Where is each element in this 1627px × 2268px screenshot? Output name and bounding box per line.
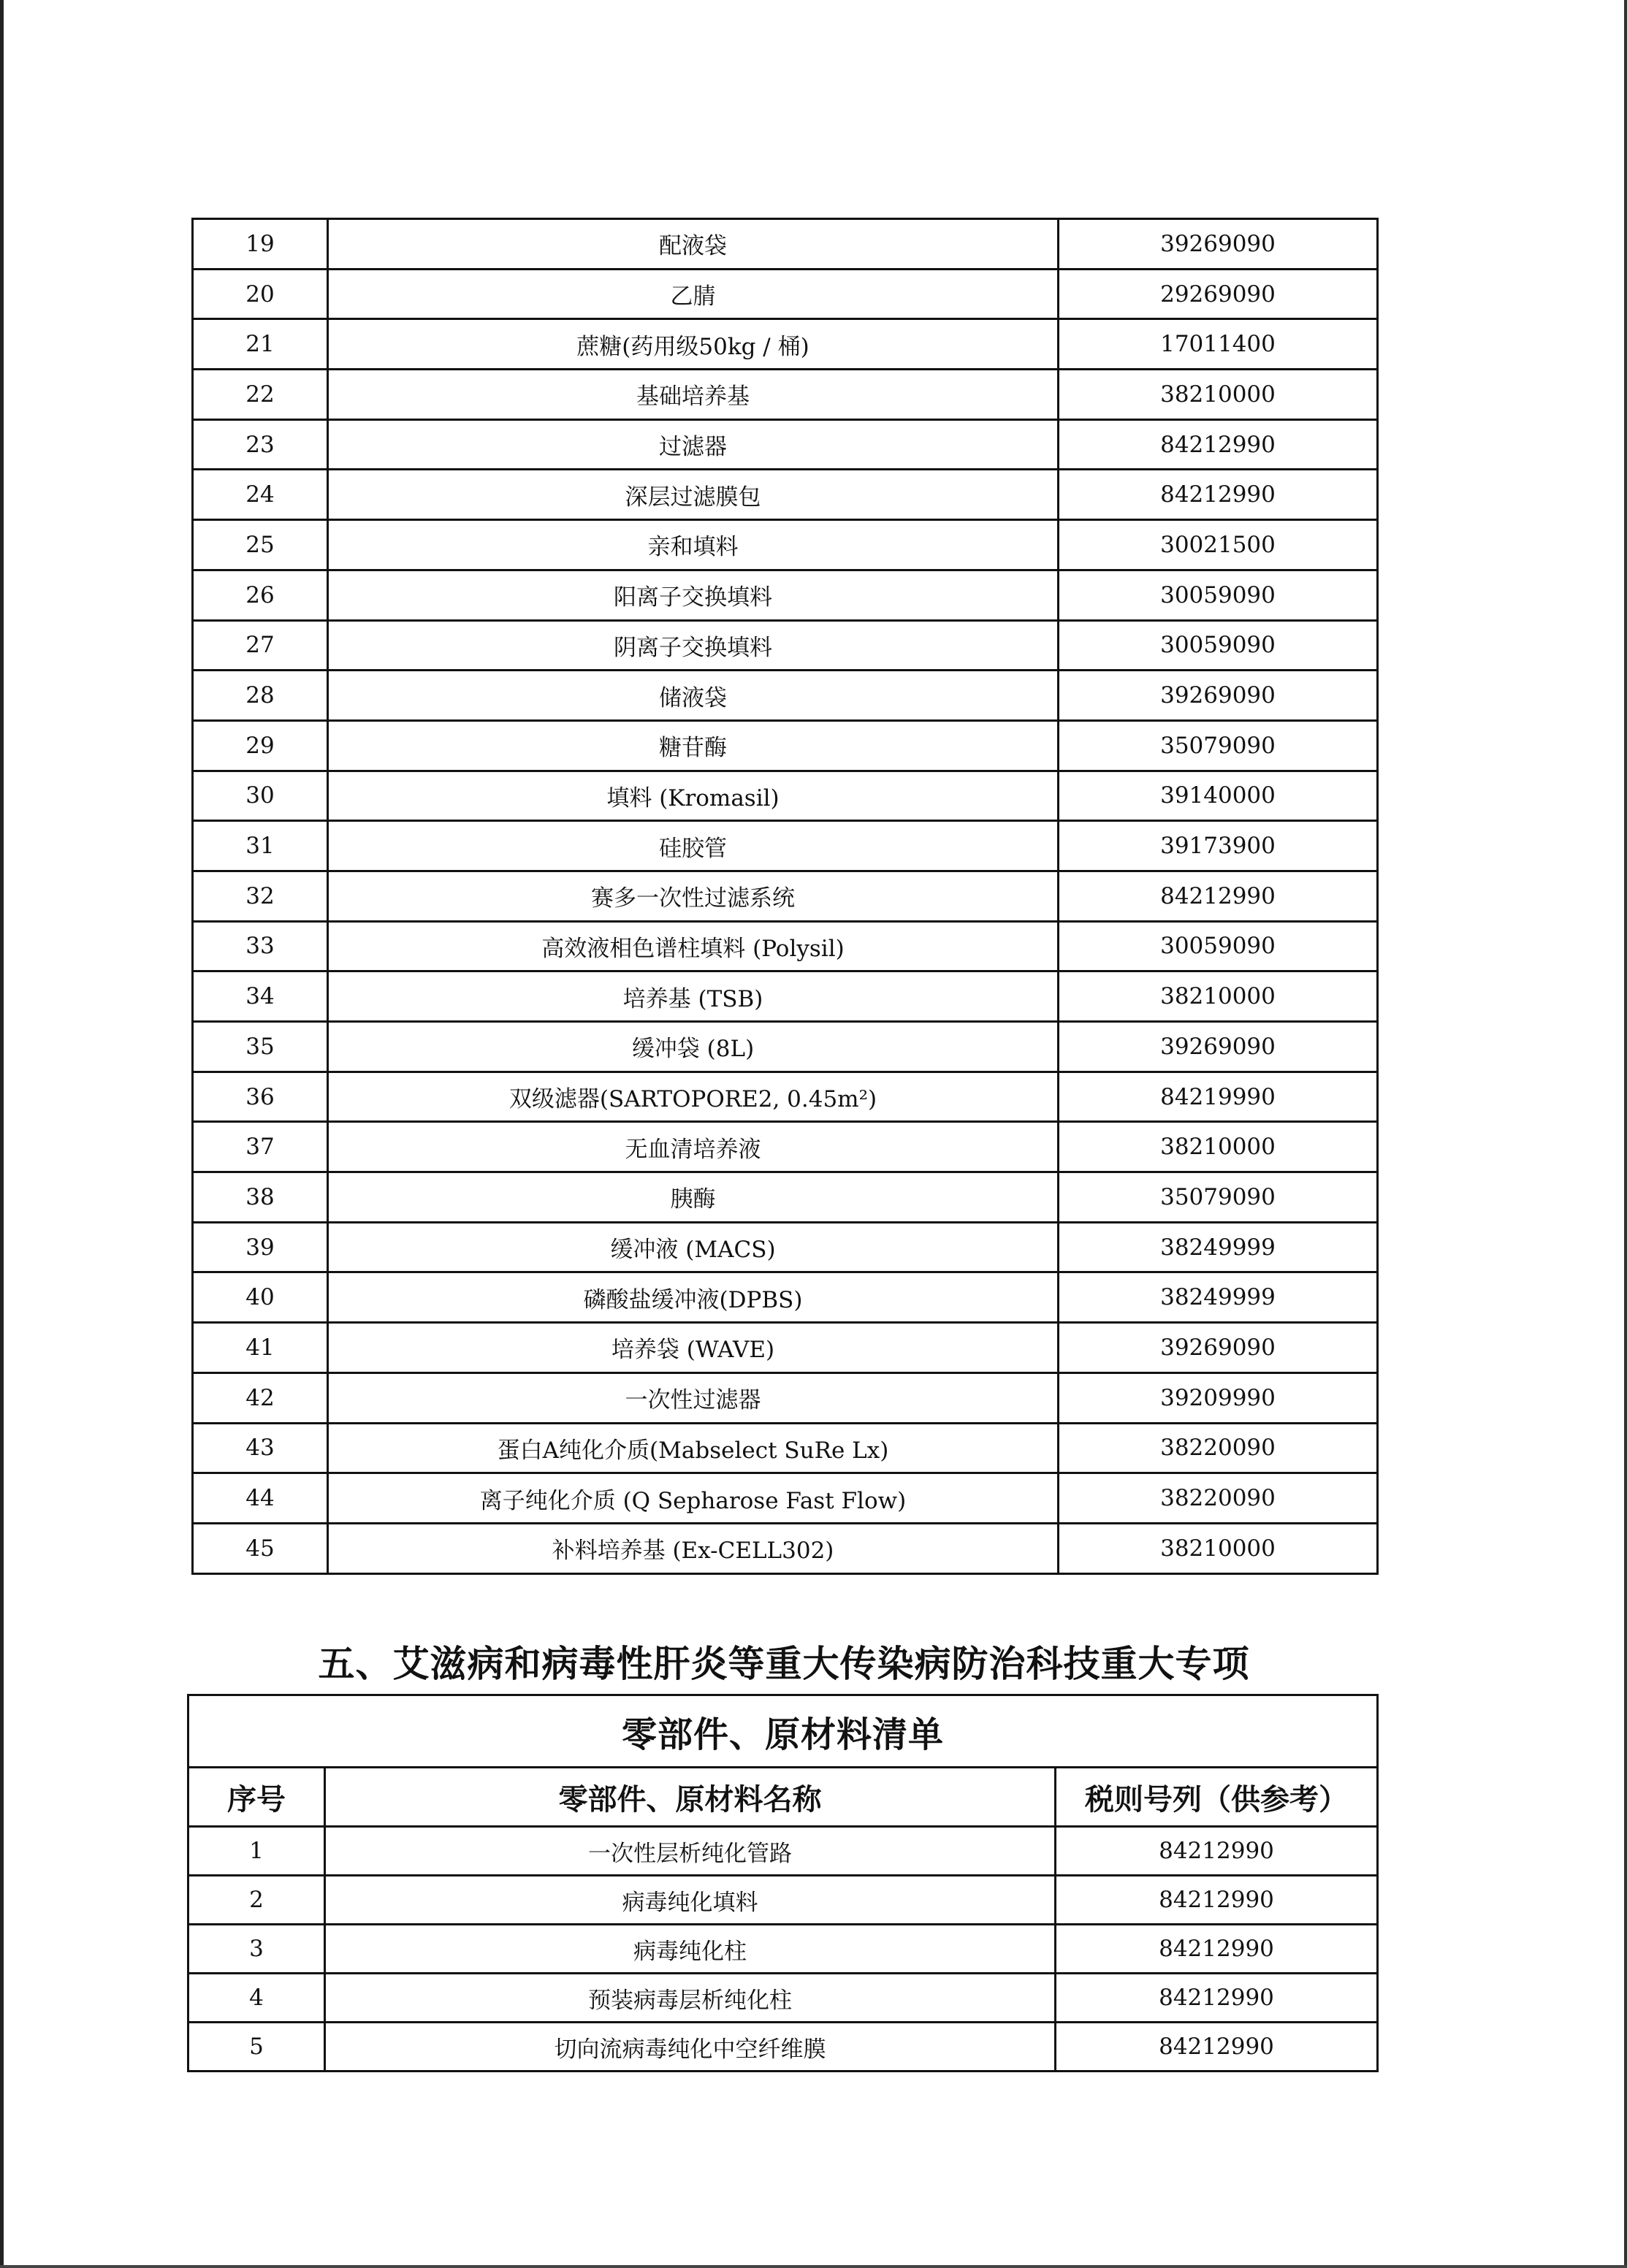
tariff-code-cell: 84212990 <box>1056 1876 1378 1925</box>
item-name-cell: 胰酶 <box>328 1172 1059 1223</box>
serial-no-cell: 24 <box>193 470 328 520</box>
table-row <box>193 269 1378 319</box>
serial-no-cell: 44 <box>193 1473 328 1524</box>
item-name-cell: 过滤器 <box>328 419 1059 470</box>
tariff-code-cell: 39140000 <box>1059 771 1378 821</box>
tariff-code-cell: 84212990 <box>1056 1827 1378 1876</box>
table-row <box>193 470 1378 520</box>
item-name-cell: 储液袋 <box>328 671 1059 721</box>
table-row <box>193 871 1378 921</box>
tariff-code-cell: 38210000 <box>1059 1122 1378 1172</box>
serial-no-cell: 23 <box>193 419 328 470</box>
table-row <box>193 1323 1378 1373</box>
item-name-cell: 赛多一次性过滤系统 <box>328 871 1059 921</box>
item-name-cell: 磷酸盐缓冲液(DPBS) <box>328 1272 1059 1323</box>
header-part-name: 零部件、原材料名称 <box>325 1768 1056 1827</box>
tariff-code-cell: 84212990 <box>1056 2023 1378 2072</box>
table-row <box>193 1272 1378 1323</box>
item-name-cell: 填料 (Kromasil) <box>328 771 1059 821</box>
table-row <box>188 1876 1378 1925</box>
tariff-code-cell: 38249999 <box>1059 1222 1378 1272</box>
table-row <box>193 671 1378 721</box>
table-row <box>193 1072 1378 1122</box>
tariff-code-cell: 39269090 <box>1059 219 1378 270</box>
serial-no-cell: 36 <box>193 1072 328 1122</box>
item-name-cell: 亲和填料 <box>328 520 1059 570</box>
tariff-code-cell: 39269090 <box>1059 1323 1378 1373</box>
tariff-code-cell: 38220090 <box>1059 1423 1378 1473</box>
tariff-code-cell: 38210000 <box>1059 370 1378 420</box>
table-header-row <box>188 1768 1378 1827</box>
serial-no-cell: 21 <box>193 319 328 370</box>
item-name-cell: 基础培养基 <box>328 370 1059 420</box>
item-name-cell: 培养袋 (WAVE) <box>328 1323 1059 1373</box>
table-row <box>188 2023 1378 2072</box>
tariff-code-cell: 30059090 <box>1059 620 1378 671</box>
table-caption: 零部件、原材料清单 <box>188 1695 1378 1768</box>
item-name-cell: 硅胶管 <box>328 821 1059 871</box>
tariff-code-cell: 84212990 <box>1059 470 1378 520</box>
item-name-cell: 深层过滤膜包 <box>328 470 1059 520</box>
table-row <box>193 520 1378 570</box>
serial-no-cell: 30 <box>193 771 328 821</box>
serial-no-cell: 4 <box>188 1974 325 2023</box>
tariff-code-cell: 84219990 <box>1059 1072 1378 1122</box>
serial-no-cell: 5 <box>188 2023 325 2072</box>
tariff-code-cell: 30021500 <box>1059 520 1378 570</box>
tariff-code-cell: 38210000 <box>1059 971 1378 1022</box>
header-tariff-code: 税则号列（供参考） <box>1056 1768 1378 1827</box>
item-name-cell: 双级滤器(SARTOPORE2, 0.45m²) <box>328 1072 1059 1122</box>
tariff-code-cell: 29269090 <box>1059 269 1378 319</box>
tariff-code-cell: 35079090 <box>1059 720 1378 771</box>
tariff-code-cell: 84212990 <box>1056 1974 1378 2023</box>
tariff-code-cell: 39269090 <box>1059 671 1378 721</box>
serial-no-cell: 34 <box>193 971 328 1022</box>
serial-no-cell: 28 <box>193 671 328 721</box>
tariff-code-cell: 84212990 <box>1059 871 1378 921</box>
serial-no-cell: 31 <box>193 821 328 871</box>
scan-edge-bottom <box>0 2265 1627 2268</box>
tariff-code-cell: 84212990 <box>1056 1925 1378 1974</box>
tariff-code-cell: 30059090 <box>1059 570 1378 620</box>
item-name-cell: 蛋白A纯化介质(Mabselect SuRe Lx) <box>328 1423 1059 1473</box>
header-serial-no: 序号 <box>188 1768 325 1827</box>
item-name-cell: 离子纯化介质 (Q Sepharose Fast Flow) <box>328 1473 1059 1524</box>
serial-no-cell: 42 <box>193 1372 328 1423</box>
item-name-cell: 配液袋 <box>328 219 1059 270</box>
item-name-cell: 切向流病毒纯化中空纤维膜 <box>325 2023 1056 2072</box>
tariff-code-cell: 38249999 <box>1059 1272 1378 1323</box>
item-name-cell: 预装病毒层析纯化柱 <box>325 1974 1056 2023</box>
item-name-cell: 培养基 (TSB) <box>328 971 1059 1022</box>
table-row <box>193 319 1378 370</box>
item-name-cell: 一次性过滤器 <box>328 1372 1059 1423</box>
table-row <box>193 1222 1378 1272</box>
table-caption-row <box>188 1695 1378 1768</box>
tariff-code-cell: 84212990 <box>1059 419 1378 470</box>
tariff-code-cell: 38220090 <box>1059 1473 1378 1524</box>
table-row <box>193 419 1378 470</box>
serial-no-cell: 2 <box>188 1876 325 1925</box>
item-name-cell: 无血清培养液 <box>328 1122 1059 1172</box>
table-row <box>193 720 1378 771</box>
serial-no-cell: 32 <box>193 871 328 921</box>
serial-no-cell: 43 <box>193 1423 328 1473</box>
tariff-code-cell: 38210000 <box>1059 1523 1378 1573</box>
item-name-cell: 阴离子交换填料 <box>328 620 1059 671</box>
table-row <box>193 1172 1378 1223</box>
tariff-code-cell: 35079090 <box>1059 1172 1378 1223</box>
serial-no-cell: 37 <box>193 1122 328 1172</box>
table-row <box>188 1974 1378 2023</box>
table-row <box>188 1827 1378 1876</box>
serial-no-cell: 22 <box>193 370 328 420</box>
serial-no-cell: 45 <box>193 1523 328 1573</box>
item-name-cell: 缓冲液 (MACS) <box>328 1222 1059 1272</box>
serial-no-cell: 26 <box>193 570 328 620</box>
item-name-cell: 蔗糖(药用级50kg / 桶) <box>328 319 1059 370</box>
table-row <box>188 1925 1378 1974</box>
tariff-code-cell: 39209990 <box>1059 1372 1378 1423</box>
serial-no-cell: 3 <box>188 1925 325 1974</box>
serial-no-cell: 41 <box>193 1323 328 1373</box>
scan-edge-right <box>1624 0 1627 2268</box>
item-name-cell: 病毒纯化填料 <box>325 1876 1056 1925</box>
table-row <box>193 1022 1378 1072</box>
serial-no-cell: 29 <box>193 720 328 771</box>
serial-no-cell: 1 <box>188 1827 325 1876</box>
table-row <box>193 821 1378 871</box>
serial-no-cell: 35 <box>193 1022 328 1072</box>
table-row <box>193 370 1378 420</box>
serial-no-cell: 39 <box>193 1222 328 1272</box>
tariff-code-cell: 39269090 <box>1059 1022 1378 1072</box>
item-name-cell: 缓冲袋 (8L) <box>328 1022 1059 1072</box>
table-row <box>193 219 1378 270</box>
serial-no-cell: 38 <box>193 1172 328 1223</box>
table-row <box>193 1122 1378 1172</box>
item-name-cell: 补料培养基 (Ex-CELL302) <box>328 1523 1059 1573</box>
tariff-code-cell: 30059090 <box>1059 921 1378 971</box>
tariff-code-cell: 39173900 <box>1059 821 1378 871</box>
item-name-cell: 阳离子交换填料 <box>328 570 1059 620</box>
table-row <box>193 921 1378 971</box>
table-row <box>193 971 1378 1022</box>
serial-no-cell: 25 <box>193 520 328 570</box>
scan-edge-left <box>0 0 4 2268</box>
item-name-cell: 糖苷酶 <box>328 720 1059 771</box>
table-row <box>193 1372 1378 1423</box>
table-row <box>193 1473 1378 1524</box>
serial-no-cell: 27 <box>193 620 328 671</box>
table-row <box>193 620 1378 671</box>
serial-no-cell: 40 <box>193 1272 328 1323</box>
tariff-code-cell: 17011400 <box>1059 319 1378 370</box>
item-name-cell: 病毒纯化柱 <box>325 1925 1056 1974</box>
item-name-cell: 一次性层析纯化管路 <box>325 1827 1056 1876</box>
parts-table-body <box>188 1695 1378 2072</box>
serial-no-cell: 20 <box>193 269 328 319</box>
materials-table-continued <box>191 218 1379 1575</box>
serial-no-cell: 33 <box>193 921 328 971</box>
materials-table-body <box>193 219 1378 1574</box>
table-row <box>193 1523 1378 1573</box>
table-row <box>193 570 1378 620</box>
table-row <box>193 771 1378 821</box>
serial-no-cell: 19 <box>193 219 328 270</box>
parts-materials-table <box>187 1694 1379 2072</box>
item-name-cell: 乙腈 <box>328 269 1059 319</box>
section-title: 五、艾滋病和病毒性肝炎等重大传染病防治科技重大专项 <box>318 1643 1250 1685</box>
item-name-cell: 高效液相色谱柱填料 (Polysil) <box>328 921 1059 971</box>
table-row <box>193 1423 1378 1473</box>
